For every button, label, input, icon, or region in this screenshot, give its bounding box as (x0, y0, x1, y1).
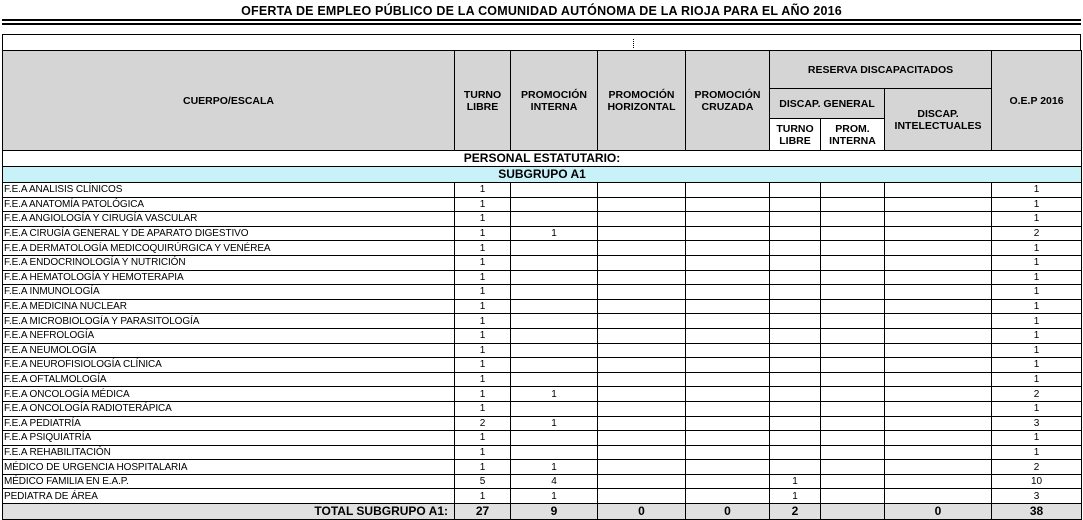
cell-promocion-horizontal (598, 270, 686, 285)
cell-discap-turno-libre (770, 387, 821, 402)
total-label: TOTAL SUBGRUPO A1: (3, 504, 455, 520)
table-row (3, 226, 1082, 241)
cell-turno-libre: 1 (455, 401, 511, 416)
cell-oep: 1 (992, 183, 1082, 198)
cell-promocion-horizontal (598, 226, 686, 241)
cell-cuerpo: F.E.A OFTALMOLOGÍA (3, 372, 455, 387)
cell-turno-libre: 1 (455, 445, 511, 460)
header-blank-strip (2, 34, 1081, 51)
cell-discap-intelectuales (885, 255, 992, 270)
cell-discap-turno-libre (770, 226, 821, 241)
table-row (3, 343, 1082, 358)
cell-cuerpo: F.E.A DERMATOLOGÍA MEDICOQUIRÚRGICA Y VENÉREA (3, 241, 455, 256)
cell-cuerpo: F.E.A MEDICINA NUCLEAR (3, 299, 455, 314)
cell-discap-intelectuales (885, 474, 992, 489)
cell-discap-prom-interna (821, 226, 885, 241)
table-row (3, 285, 1082, 300)
cell-discap-turno-libre (770, 285, 821, 300)
cell-cuerpo: F.E.A INMUNOLOGÍA (3, 285, 455, 300)
cell-discap-prom-interna (821, 255, 885, 270)
table-row (3, 401, 1082, 416)
cell-oep: 2 (992, 387, 1082, 402)
cell-turno-libre: 1 (455, 299, 511, 314)
table-row (3, 299, 1082, 314)
cell-oep: 1 (992, 401, 1082, 416)
cell-turno-libre: 1 (455, 431, 511, 446)
total-promocion-cruzada: 0 (686, 504, 770, 520)
cell-promocion-interna (511, 431, 598, 446)
header-sub-prom-interna: PROM. INTERNA (821, 119, 885, 151)
cell-discap-intelectuales (885, 416, 992, 431)
cell-discap-prom-interna (821, 445, 885, 460)
cell-promocion-interna (511, 183, 598, 198)
cell-promocion-horizontal (598, 489, 686, 504)
cell-promocion-horizontal (598, 387, 686, 402)
cell-discap-prom-interna (821, 431, 885, 446)
total-turno-libre: 27 (455, 504, 511, 520)
cell-discap-intelectuales (885, 314, 992, 329)
cell-oep: 1 (992, 343, 1082, 358)
cell-promocion-horizontal (598, 431, 686, 446)
cell-promocion-cruzada (686, 241, 770, 256)
cell-promocion-horizontal (598, 212, 686, 227)
cell-discap-prom-interna (821, 314, 885, 329)
table-row (3, 255, 1082, 270)
cell-promocion-cruzada (686, 343, 770, 358)
cell-promocion-horizontal (598, 474, 686, 489)
table-row (3, 445, 1082, 460)
cell-oep: 2 (992, 226, 1082, 241)
section-personal-estatutario (3, 151, 1082, 167)
cell-discap-intelectuales (885, 299, 992, 314)
cell-discap-intelectuales (885, 431, 992, 446)
cell-discap-intelectuales (885, 343, 992, 358)
cell-promocion-interna (511, 372, 598, 387)
cell-discap-prom-interna (821, 474, 885, 489)
table-row (3, 416, 1082, 431)
header-sub-turno-libre: TURNO LIBRE (770, 119, 821, 151)
cell-cuerpo: F.E.A ANALISIS CLÍNICOS (3, 183, 455, 198)
header-promocion-cruzada: PROMOCIÓN CRUZADA (686, 51, 770, 151)
cell-promocion-interna (511, 314, 598, 329)
cell-oep: 3 (992, 416, 1082, 431)
table-row (3, 460, 1082, 475)
cell-promocion-interna (511, 241, 598, 256)
cell-cuerpo: F.E.A PSIQUIATRÍA (3, 431, 455, 446)
cell-promocion-cruzada (686, 387, 770, 402)
cell-promocion-cruzada (686, 401, 770, 416)
cell-oep: 1 (992, 285, 1082, 300)
cell-turno-libre: 1 (455, 270, 511, 285)
table-row (3, 489, 1082, 504)
cell-discap-prom-interna (821, 416, 885, 431)
cell-cuerpo: PEDIATRA DE ÁREA (3, 489, 455, 504)
cell-promocion-cruzada (686, 226, 770, 241)
cell-promocion-cruzada (686, 197, 770, 212)
cell-promocion-interna (511, 212, 598, 227)
strip-mark (633, 39, 634, 48)
cell-promocion-cruzada (686, 474, 770, 489)
total-discap-prom-interna (821, 504, 885, 520)
cell-promocion-interna (511, 285, 598, 300)
header-discap-intelectuales: DISCAP. INTELECTUALES (885, 89, 992, 151)
cell-promocion-horizontal (598, 445, 686, 460)
cell-promocion-horizontal (598, 372, 686, 387)
cell-promocion-horizontal (598, 241, 686, 256)
cell-discap-turno-libre (770, 299, 821, 314)
cell-cuerpo: F.E.A REHABILITACIÓN (3, 445, 455, 460)
cell-discap-turno-libre (770, 314, 821, 329)
cell-discap-intelectuales (885, 212, 992, 227)
cell-oep: 1 (992, 270, 1082, 285)
cell-discap-prom-interna (821, 387, 885, 402)
cell-promocion-horizontal (598, 401, 686, 416)
cell-discap-intelectuales (885, 285, 992, 300)
cell-turno-libre: 2 (455, 416, 511, 431)
cell-discap-turno-libre (770, 328, 821, 343)
cell-discap-turno-libre (770, 241, 821, 256)
cell-discap-intelectuales (885, 372, 992, 387)
cell-discap-prom-interna (821, 285, 885, 300)
cell-oep: 3 (992, 489, 1082, 504)
cell-turno-libre: 1 (455, 328, 511, 343)
cell-discap-prom-interna (821, 183, 885, 198)
table-row (3, 474, 1082, 489)
cell-discap-turno-libre (770, 255, 821, 270)
cell-cuerpo: F.E.A CIRUGÍA GENERAL Y DE APARATO DIGESTIVO (3, 226, 455, 241)
total-promocion-interna: 9 (511, 504, 598, 520)
total-discap-turno-libre: 2 (770, 504, 821, 520)
cell-promocion-interna (511, 255, 598, 270)
cell-promocion-horizontal (598, 358, 686, 373)
cell-discap-intelectuales (885, 460, 992, 475)
cell-promocion-horizontal (598, 328, 686, 343)
title-rule-bottom (2, 23, 1081, 25)
cell-promocion-interna (511, 197, 598, 212)
cell-promocion-interna (511, 343, 598, 358)
cell-discap-intelectuales (885, 358, 992, 373)
cell-cuerpo: F.E.A ENDOCRINOLOGÍA Y NUTRICIÓN (3, 255, 455, 270)
cell-oep: 1 (992, 445, 1082, 460)
section-label: PERSONAL ESTATUTARIO: (3, 151, 1082, 167)
cell-discap-prom-interna (821, 299, 885, 314)
cell-oep: 2 (992, 460, 1082, 475)
cell-promocion-horizontal (598, 314, 686, 329)
cell-turno-libre: 1 (455, 241, 511, 256)
cell-discap-intelectuales (885, 489, 992, 504)
cell-turno-libre: 1 (455, 387, 511, 402)
cell-oep: 1 (992, 212, 1082, 227)
table-row (3, 314, 1082, 329)
header-oep-2016: O.E.P 2016 (992, 51, 1082, 151)
cell-turno-libre: 1 (455, 226, 511, 241)
header-reserva-discapacitados: RESERVA DISCAPACITADOS (770, 51, 992, 89)
cell-discap-prom-interna (821, 460, 885, 475)
cell-discap-prom-interna (821, 212, 885, 227)
cell-oep: 1 (992, 241, 1082, 256)
cell-discap-prom-interna (821, 372, 885, 387)
cell-turno-libre: 1 (455, 314, 511, 329)
cell-discap-turno-libre (770, 401, 821, 416)
cell-promocion-interna: 1 (511, 226, 598, 241)
cell-promocion-interna (511, 445, 598, 460)
cell-discap-intelectuales (885, 197, 992, 212)
cell-promocion-cruzada (686, 285, 770, 300)
cell-promocion-interna: 1 (511, 416, 598, 431)
cell-turno-libre: 1 (455, 358, 511, 373)
cell-discap-intelectuales (885, 328, 992, 343)
table-row (3, 328, 1082, 343)
cell-discap-prom-interna (821, 489, 885, 504)
table-row (3, 197, 1082, 212)
cell-cuerpo: F.E.A ONCOLOGÍA MÉDICA (3, 387, 455, 402)
cell-promocion-interna: 1 (511, 460, 598, 475)
cell-oep: 10 (992, 474, 1082, 489)
cell-promocion-interna: 4 (511, 474, 598, 489)
header-promocion-horizontal: PROMOCIÓN HORIZONTAL (598, 51, 686, 151)
table-row (3, 241, 1082, 256)
cell-turno-libre: 1 (455, 372, 511, 387)
cell-turno-libre: 1 (455, 489, 511, 504)
cell-promocion-horizontal (598, 285, 686, 300)
cell-cuerpo: F.E.A NEUROFISIOLOGÍA CLÍNICA (3, 358, 455, 373)
cell-discap-intelectuales (885, 445, 992, 460)
cell-promocion-horizontal (598, 255, 686, 270)
cell-oep: 1 (992, 299, 1082, 314)
cell-promocion-cruzada (686, 489, 770, 504)
cell-turno-libre: 1 (455, 343, 511, 358)
cell-cuerpo: F.E.A PEDIATRÍA (3, 416, 455, 431)
cell-promocion-cruzada (686, 255, 770, 270)
cell-discap-prom-interna (821, 241, 885, 256)
cell-promocion-cruzada (686, 358, 770, 373)
cell-oep: 1 (992, 197, 1082, 212)
cell-oep: 1 (992, 255, 1082, 270)
cell-promocion-interna (511, 299, 598, 314)
cell-promocion-horizontal (598, 416, 686, 431)
cell-discap-prom-interna (821, 328, 885, 343)
document-title: OFERTA DE EMPLEO PÚBLICO DE LA COMUNIDAD AUTÓNOMA DE LA RIOJA PARA EL AÑO 2016 (241, 4, 842, 18)
cell-turno-libre: 1 (455, 255, 511, 270)
cell-discap-turno-libre (770, 460, 821, 475)
cell-cuerpo: F.E.A NEUMOLOGÍA (3, 343, 455, 358)
cell-cuerpo: F.E.A HEMATOLOGÍA Y HEMOTERAPIA (3, 270, 455, 285)
cell-discap-turno-libre (770, 445, 821, 460)
cell-promocion-interna: 1 (511, 387, 598, 402)
total-discap-intelectuales: 0 (885, 504, 992, 520)
cell-promocion-horizontal (598, 343, 686, 358)
table-row (3, 270, 1082, 285)
cell-oep: 1 (992, 314, 1082, 329)
cell-promocion-interna (511, 401, 598, 416)
cell-discap-turno-libre (770, 372, 821, 387)
header-discap-general: DISCAP. GENERAL (770, 89, 885, 119)
cell-discap-intelectuales (885, 387, 992, 402)
header-turno-libre: TURNO LIBRE (455, 51, 511, 151)
cell-promocion-cruzada (686, 270, 770, 285)
cell-discap-intelectuales (885, 183, 992, 198)
cell-discap-turno-libre (770, 197, 821, 212)
cell-cuerpo: F.E.A NEFROLOGÍA (3, 328, 455, 343)
cell-oep: 1 (992, 358, 1082, 373)
cell-discap-turno-libre: 1 (770, 489, 821, 504)
header-cuerpo-escala: CUERPO/ESCALA (3, 51, 455, 151)
cell-promocion-cruzada (686, 314, 770, 329)
cell-turno-libre: 1 (455, 285, 511, 300)
cell-discap-intelectuales (885, 401, 992, 416)
cell-discap-prom-interna (821, 343, 885, 358)
table-row (3, 372, 1082, 387)
cell-promocion-cruzada (686, 445, 770, 460)
table-row (3, 183, 1082, 198)
cell-discap-turno-libre (770, 270, 821, 285)
title-rule-top (2, 19, 1081, 21)
table-row (3, 212, 1082, 227)
total-promocion-horizontal: 0 (598, 504, 686, 520)
cell-promocion-interna (511, 328, 598, 343)
cell-cuerpo: F.E.A MICROBIOLOGÍA Y PARASITOLOGÍA (3, 314, 455, 329)
oep-table (2, 50, 1082, 520)
cell-discap-turno-libre (770, 431, 821, 446)
cell-promocion-cruzada (686, 299, 770, 314)
cell-turno-libre: 1 (455, 197, 511, 212)
cell-oep: 1 (992, 431, 1082, 446)
cell-promocion-cruzada (686, 212, 770, 227)
cell-promocion-horizontal (598, 460, 686, 475)
cell-promocion-interna (511, 270, 598, 285)
section-label: SUBGRUPO A1 (3, 167, 1082, 183)
cell-discap-prom-interna (821, 270, 885, 285)
total-oep: 38 (992, 504, 1082, 520)
cell-cuerpo: F.E.A ANGIOLOGÍA Y CIRUGÍA VASCULAR (3, 212, 455, 227)
cell-turno-libre: 1 (455, 212, 511, 227)
cell-promocion-cruzada (686, 183, 770, 198)
table-row (3, 431, 1082, 446)
cell-promocion-horizontal (598, 197, 686, 212)
table-row (3, 358, 1082, 373)
cell-cuerpo: F.E.A ONCOLOGÍA RADIOTERÁPICA (3, 401, 455, 416)
cell-promocion-horizontal (598, 299, 686, 314)
cell-discap-turno-libre (770, 358, 821, 373)
cell-discap-turno-libre: 1 (770, 474, 821, 489)
cell-turno-libre: 1 (455, 183, 511, 198)
cell-promocion-cruzada (686, 372, 770, 387)
cell-discap-intelectuales (885, 241, 992, 256)
cell-promocion-interna (511, 358, 598, 373)
cell-cuerpo: F.E.A ANATOMÍA PATOLÓGICA (3, 197, 455, 212)
cell-discap-prom-interna (821, 358, 885, 373)
cell-cuerpo: MÉDICO DE URGENCIA HOSPITALARIA (3, 460, 455, 475)
cell-oep: 1 (992, 328, 1082, 343)
cell-turno-libre: 1 (455, 460, 511, 475)
cell-promocion-cruzada (686, 416, 770, 431)
cell-promocion-cruzada (686, 460, 770, 475)
cell-discap-intelectuales (885, 226, 992, 241)
cell-cuerpo: MÉDICO FAMILIA EN E.A.P. (3, 474, 455, 489)
section-subgrupo-a1 (3, 167, 1082, 183)
cell-discap-turno-libre (770, 183, 821, 198)
cell-discap-prom-interna (821, 197, 885, 212)
cell-discap-turno-libre (770, 343, 821, 358)
cell-promocion-cruzada (686, 431, 770, 446)
cell-discap-turno-libre (770, 212, 821, 227)
header-promocion-interna: PROMOCIÓN INTERNA (511, 51, 598, 151)
cell-discap-intelectuales (885, 270, 992, 285)
cell-promocion-interna: 1 (511, 489, 598, 504)
cell-discap-prom-interna (821, 401, 885, 416)
cell-discap-turno-libre (770, 416, 821, 431)
table-row (3, 387, 1082, 402)
cell-turno-libre: 5 (455, 474, 511, 489)
total-row (3, 504, 1082, 520)
cell-oep: 1 (992, 372, 1082, 387)
cell-promocion-cruzada (686, 328, 770, 343)
cell-promocion-horizontal (598, 183, 686, 198)
